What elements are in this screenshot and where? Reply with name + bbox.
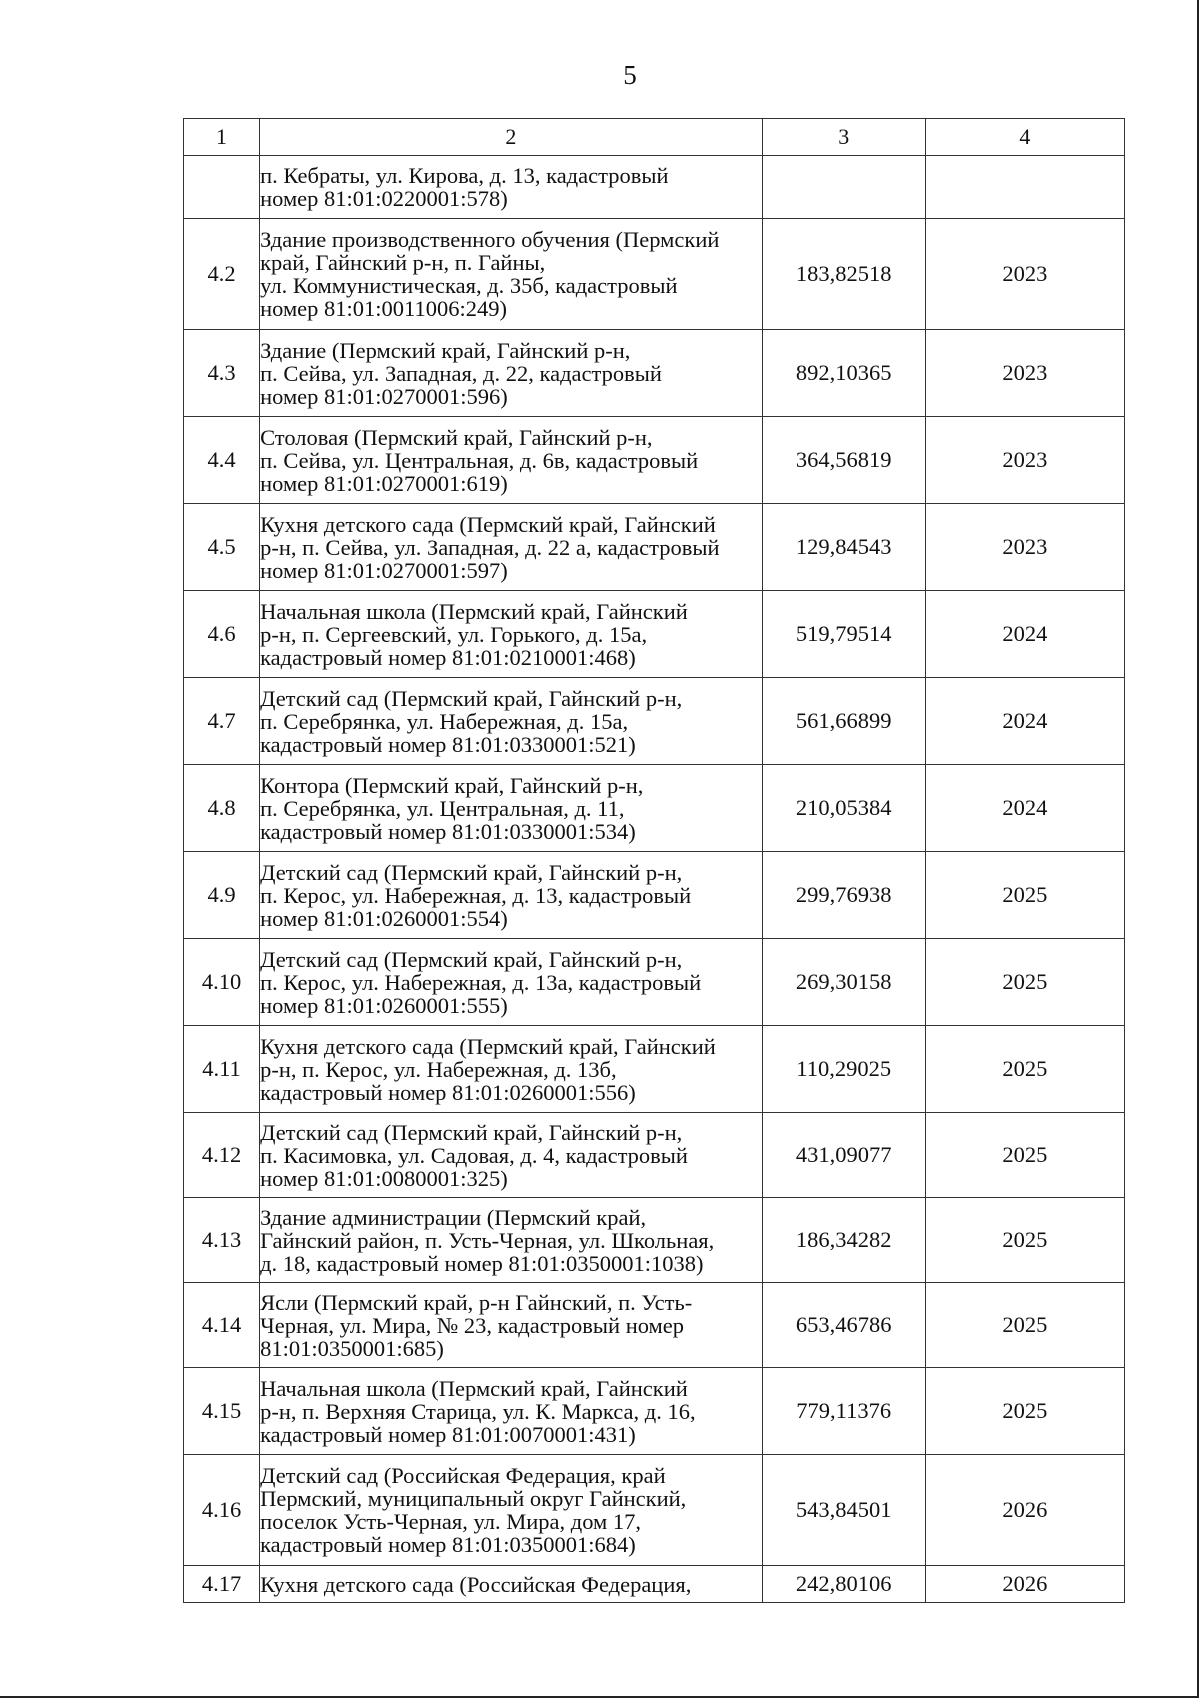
object-year: 2025: [925, 1368, 1124, 1455]
table-row: [184, 1368, 1125, 1455]
table-row: [184, 1283, 1125, 1368]
object-value: 186,34282: [762, 1198, 925, 1283]
row-number: 4.7: [184, 678, 260, 765]
object-value: 269,30158: [762, 939, 925, 1026]
object-description: Детский сад (Российская Федерация, край Пермский, муниципальный округ Гайнский, поселок Усть-Черная, ул. Мира, дом 17, кадастровый номер 81:01:0350001:684): [260, 1455, 763, 1566]
object-description: Здание (Пермский край, Гайнский р-н, п. Сейва, ул. Западная, д. 22, кадастровый номер 81:01:0270001:596): [260, 330, 763, 417]
header-cell-2: 2: [260, 119, 763, 156]
row-number: 4.5: [184, 504, 260, 591]
object-year: 2025: [925, 1026, 1124, 1113]
object-description: Контора (Пермский край, Гайнский р-н, п. Серебрянка, ул. Центральная, д. 11, кадастровый номер 81:01:0330001:534): [260, 765, 763, 852]
object-value: 299,76938: [762, 852, 925, 939]
object-description: Здание производственного обучения (Пермский край, Гайнский р-н, п. Гайны, ул. Коммунистическая, д. 35б, кадастровый номер 81:01:0011006:249): [260, 219, 763, 330]
table-row: [184, 591, 1125, 678]
table-row: [184, 1026, 1125, 1113]
row-number: 4.4: [184, 417, 260, 504]
row-number: 4.17: [184, 1566, 260, 1603]
page-number: 5: [623, 60, 637, 90]
object-description: Кухня детского сада (Пермский край, Гайнский р-н, п. Керос, ул. Набережная, д. 13б, кадастровый номер 81:01:0260001:556): [260, 1026, 763, 1113]
row-number: 4.12: [184, 1113, 260, 1198]
object-description: Столовая (Пермский край, Гайнский р-н, п. Сейва, ул. Центральная, д. 6в, кадастровый номер 81:01:0270001:619): [260, 417, 763, 504]
table-row: [184, 417, 1125, 504]
object-value: 210,05384: [762, 765, 925, 852]
header-cell-3: 3: [762, 119, 925, 156]
object-year: 2024: [925, 591, 1124, 678]
object-value: 561,66899: [762, 678, 925, 765]
table-header-row: [184, 119, 1125, 156]
row-number: 4.9: [184, 852, 260, 939]
row-number: [184, 156, 260, 219]
object-year: 2025: [925, 1283, 1124, 1368]
table-row: [184, 852, 1125, 939]
row-number: 4.10: [184, 939, 260, 1026]
table-body: [184, 119, 1125, 1603]
object-value: [762, 156, 925, 219]
table-row: [184, 678, 1125, 765]
table-row: [184, 1198, 1125, 1283]
object-value: 364,56819: [762, 417, 925, 504]
object-year: 2023: [925, 417, 1124, 504]
table-row: [184, 765, 1125, 852]
row-number: 4.14: [184, 1283, 260, 1368]
object-description: Ясли (Пермский край, р-н Гайнский, п. Усть- Черная, ул. Мира, № 23, кадастровый номер 81:01:0350001:685): [260, 1283, 763, 1368]
object-year: [925, 156, 1124, 219]
row-number: 4.13: [184, 1198, 260, 1283]
object-description: Здание администрации (Пермский край, Гайнский район, п. Усть-Черная, ул. Школьная, д. 18, кадастровый номер 81:01:0350001:1038): [260, 1198, 763, 1283]
row-number: 4.11: [184, 1026, 260, 1113]
object-description: Детский сад (Пермский край, Гайнский р-н, п. Серебрянка, ул. Набережная, д. 15а, кадастровый номер 81:01:0330001:521): [260, 678, 763, 765]
row-number: 4.8: [184, 765, 260, 852]
row-number: 4.3: [184, 330, 260, 417]
object-description: Детский сад (Пермский край, Гайнский р-н, п. Керос, ул. Набережная, д. 13а, кадастровый номер 81:01:0260001:555): [260, 939, 763, 1026]
row-number: 4.15: [184, 1368, 260, 1455]
header-cell-1: 1: [184, 119, 260, 156]
object-year: 2024: [925, 678, 1124, 765]
row-number: 4.16: [184, 1455, 260, 1566]
object-year: 2025: [925, 1198, 1124, 1283]
object-year: 2024: [925, 765, 1124, 852]
object-year: 2026: [925, 1455, 1124, 1566]
object-description: Кухня детского сада (Пермский край, Гайнский р-н, п. Сейва, ул. Западная, д. 22 а, кадастровый номер 81:01:0270001:597): [260, 504, 763, 591]
object-value: 129,84543: [762, 504, 925, 591]
object-value: 183,82518: [762, 219, 925, 330]
object-value: 519,79514: [762, 591, 925, 678]
object-value: 242,80106: [762, 1566, 925, 1603]
object-description: п. Кебраты, ул. Кирова, д. 13, кадастровый номер 81:01:0220001:578): [260, 156, 763, 219]
object-year: 2023: [925, 219, 1124, 330]
object-year: 2023: [925, 504, 1124, 591]
row-number: 4.2: [184, 219, 260, 330]
object-year: 2025: [925, 939, 1124, 1026]
object-description: Детский сад (Пермский край, Гайнский р-н, п. Касимовка, ул. Садовая, д. 4, кадастровый номер 81:01:0080001:325): [260, 1113, 763, 1198]
object-value: 779,11376: [762, 1368, 925, 1455]
object-year: 2026: [925, 1566, 1124, 1603]
table-row: [184, 330, 1125, 417]
object-value: 110,29025: [762, 1026, 925, 1113]
property-table: [183, 118, 1125, 1603]
table-row: [184, 939, 1125, 1026]
table-row: [184, 1455, 1125, 1566]
table-row: [184, 219, 1125, 330]
object-value: 431,09077: [762, 1113, 925, 1198]
object-year: 2025: [925, 1113, 1124, 1198]
object-year: 2023: [925, 330, 1124, 417]
object-value: 892,10365: [762, 330, 925, 417]
header-cell-4: 4: [925, 119, 1124, 156]
object-description: Кухня детского сада (Российская Федерация,: [260, 1566, 763, 1603]
object-description: Начальная школа (Пермский край, Гайнский р-н, п. Верхняя Старица, ул. К. Маркса, д. 16, кадастровый номер 81:01:0070001:431): [260, 1368, 763, 1455]
object-description: Начальная школа (Пермский край, Гайнский р-н, п. Сергеевский, ул. Горького, д. 15а, кадастровый номер 81:01:0210001:468): [260, 591, 763, 678]
object-description: Детский сад (Пермский край, Гайнский р-н, п. Керос, ул. Набережная, д. 13, кадастровый номер 81:01:0260001:554): [260, 852, 763, 939]
row-number: 4.6: [184, 591, 260, 678]
object-year: 2025: [925, 852, 1124, 939]
table-row: [184, 1566, 1125, 1603]
table-row: [184, 504, 1125, 591]
table-row: [184, 1113, 1125, 1198]
object-value: 543,84501: [762, 1455, 925, 1566]
object-value: 653,46786: [762, 1283, 925, 1368]
table-row: [184, 156, 1125, 219]
